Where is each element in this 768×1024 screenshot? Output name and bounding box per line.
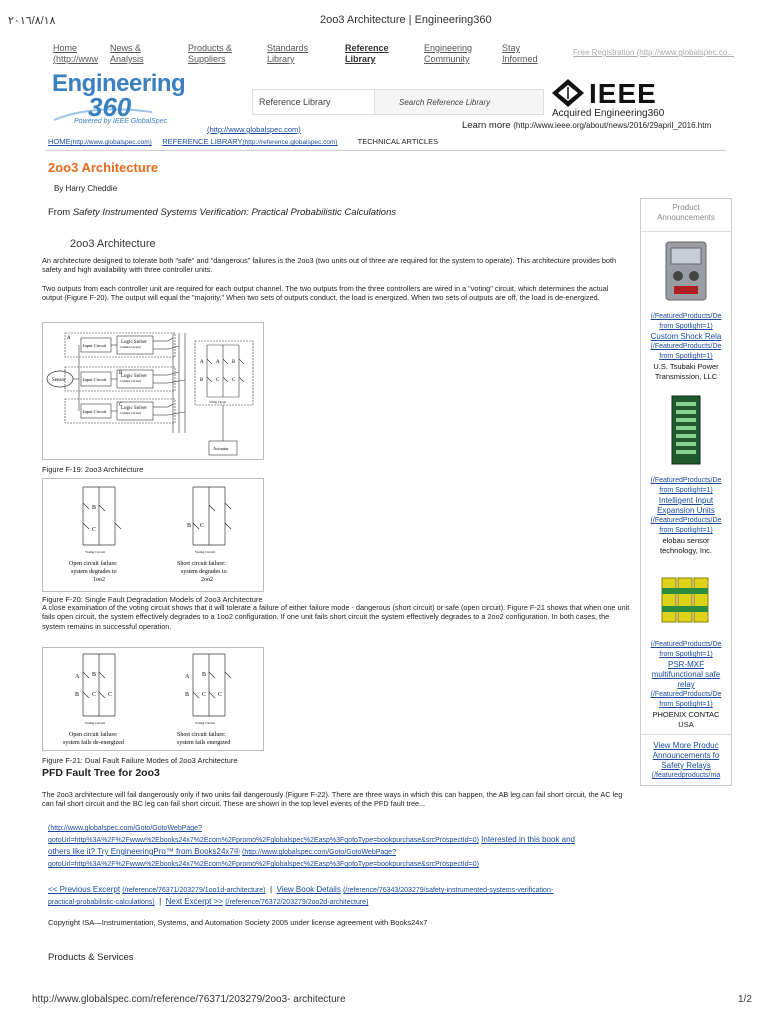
fig2-left-line3: 1oo2 (93, 577, 105, 583)
figure-f19-caption: Figure F-19: 2oo3 Architecture (42, 465, 144, 474)
sidebar-product-name-3[interactable]: relay (677, 680, 695, 689)
view-book-details-link[interactable]: View Book Details (276, 885, 341, 894)
print-page-number: 1/2 (738, 994, 752, 1005)
fig1-input-c: Input Circuit (83, 409, 107, 414)
print-date: ٢٠١٦/٨/١٨ (8, 15, 56, 27)
fig1-common-c: Common Circuitry (120, 412, 142, 415)
fig2-right-line1: Short circuit failure: (177, 561, 226, 567)
fig1-sensor-label: Sensor (52, 378, 66, 383)
view-more-link[interactable]: View More Produc (653, 741, 719, 750)
sidebar-featured-link[interactable]: (/FeaturedProducts/De (650, 313, 722, 320)
fig1-channel-c (65, 399, 175, 423)
promo-url-2[interactable]: gotoUrl=http%3A%2F%2Fwww%2Ebooks24x7%2Ecom%2Fpromo%2Fglobalspec%2Easp%3FgotoType=bookpurchase&srcProspectId=0) (48, 837, 479, 844)
sidebar-featured-link[interactable]: (/FeaturedProducts/De (650, 641, 722, 648)
next-excerpt-link[interactable]: Next Excerpt >> (165, 897, 223, 906)
view-more-url[interactable]: (/featuredproducts/ma (651, 772, 721, 779)
view-book-details-url-2[interactable]: practical-probabilistic-calculations) (48, 899, 155, 906)
nav-stay-informed[interactable] (502, 43, 538, 65)
fig2-left-line2: system degrades to (71, 569, 117, 575)
breadcrumb (48, 137, 438, 146)
nav-community-label[interactable]: Engineering (424, 43, 473, 53)
product-announcements-sidebar (640, 198, 732, 786)
logo-word: Engineering (52, 70, 186, 97)
sidebar-product-name[interactable]: Intelligent Input (658, 496, 714, 505)
divider (46, 150, 726, 151)
fig1-actuator-label: Actuator (213, 446, 229, 451)
expansion-unit-product-image[interactable] (666, 394, 706, 466)
shock-relay-product-image[interactable] (662, 240, 710, 302)
ieee-learn-more[interactable] (462, 120, 711, 131)
fig2-left-b: B (92, 505, 97, 511)
fig1-common-b: Common Circuitry (120, 380, 142, 383)
sidebar-item-shock-relay (641, 232, 731, 386)
fig1-common-a: Common Circuitry (120, 346, 142, 349)
ieee-wordmark: IEEE (589, 78, 657, 109)
sidebar-company-2: Transmission, LLC (654, 372, 718, 381)
nav-community-label2[interactable]: Community (424, 54, 470, 64)
fig1-input-a: Input Circuit (83, 343, 107, 348)
fig1-output-switches (153, 333, 185, 433)
byline: By Harry Cheddie (54, 184, 118, 193)
sidebar-featured-link-4[interactable]: from Spotlight=1) (659, 527, 713, 534)
fig2-right-b: B (187, 523, 192, 529)
fig1-vote-c2: C (232, 378, 236, 383)
fig3-right-line2: system fails energized (177, 740, 231, 746)
figure-f20 (42, 478, 264, 592)
fig2-left-line1: Open circuit failure: (69, 561, 118, 567)
breadcrumb-ref-url[interactable]: (http://reference.globalspec.com) (242, 139, 338, 146)
fig1-vote-b1: B (232, 360, 236, 365)
fig3-left-c2: C (108, 692, 113, 698)
sidebar-featured-link-2[interactable]: from Spotlight=1) (659, 487, 713, 494)
sidebar-featured-link-2[interactable]: from Spotlight=1) (659, 323, 713, 330)
sidebar-featured-link-4[interactable]: from Spotlight=1) (659, 701, 713, 708)
fig1-logic-c: Logic Solver (121, 406, 147, 411)
fig3-right-c1: C (202, 692, 207, 698)
fig3-left-c1: C (92, 692, 97, 698)
learn-more-label[interactable]: Learn more (462, 120, 511, 131)
book-promo-links (48, 822, 638, 870)
sidebar-featured-link-3[interactable]: (/FeaturedProducts/De (650, 517, 722, 524)
nav-standards-label2[interactable]: Library (267, 54, 295, 64)
source-prefix: From (48, 207, 71, 218)
nav-stay-label2[interactable]: Informed (502, 54, 538, 64)
sidebar-company-2: technology, Inc. (660, 546, 712, 555)
previous-excerpt-url[interactable]: (/reference/76371/203279/1oo1d-architecture) (122, 887, 266, 894)
copyright-notice: Copyright ISA—Instrumentation, Systems, and Automation Society 2005 under license agreement with Books24x7 (48, 918, 428, 927)
fig1-letter-c: C (119, 403, 123, 408)
ieee-acquired-text: Acquired Engineering360 (552, 108, 665, 119)
nav-home-label[interactable]: Home (53, 43, 78, 53)
sidebar-product-name-2[interactable]: multifunctional safe (651, 670, 721, 679)
search-input[interactable]: Search Reference Library (399, 98, 491, 107)
fig1-letter-b: B (119, 371, 123, 376)
fig3-left-line1: Open circuit failure: (69, 732, 118, 738)
article-title: 2oo3 Architecture (48, 160, 159, 175)
nav-standards-label[interactable]: Standards (267, 43, 309, 53)
figure-f21 (42, 647, 264, 751)
sidebar-company: U.S. Tsubaki Power (653, 362, 719, 371)
previous-excerpt-link[interactable]: << Previous Excerpt (48, 885, 121, 894)
fig3-left-b2: B (75, 692, 80, 698)
fig1-logic-b: Logic Solver (121, 374, 147, 379)
nav-standards[interactable] (267, 43, 308, 65)
print-url: http://www.globalspec.com/reference/76371/203279/2oo3- architecture (32, 994, 346, 1005)
sidebar-featured-link[interactable]: (/FeaturedProducts/De (650, 477, 722, 484)
sidebar-company: elobau sensor (662, 536, 710, 545)
nav-products-label2[interactable]: Suppliers (188, 54, 226, 64)
sidebar-company-2: USA (678, 720, 694, 729)
nav-stay-label[interactable]: Stay (502, 43, 521, 53)
fig1-letter-a: A (67, 336, 71, 341)
nav-reference[interactable] (345, 43, 389, 65)
nav-news[interactable] (110, 43, 144, 65)
sidebar-product-name[interactable]: Custom Shock Rela (650, 332, 722, 341)
paragraph-voting: A close examination of the voting circuit shows that it will tolerate a failure of either failure mode - dangerous (short circuit) or safe (open circuit). Figure F-21 shows that when one unit fails open circuit, the system effectively degrades to a 1oo2 configuration. If one unit fails short circuit the system effectively degrades to a 2oo2 configuration. In both cases, the system remains in successful operation. (42, 603, 630, 631)
fig1-channel-a (65, 333, 175, 357)
fig3-left-line2: system fails de-energized (63, 740, 124, 746)
safety-relay-product-image[interactable] (658, 568, 714, 630)
promo-url-1[interactable]: (http://www.globalspec.com/Goto/GotoWebPage? (48, 825, 202, 832)
print-title: 2oo3 Architecture | Engineering360 (320, 14, 492, 26)
promo-url-3[interactable]: (http://www.globalspec.com/Goto/GotoWebPage? (242, 849, 396, 856)
breadcrumb-current: TECHNICAL ARTICLES (357, 137, 439, 146)
separator: | (156, 897, 164, 906)
fig2-right-voting: Voting Circuit (195, 550, 215, 554)
fig1-voting-label: Voting Circuit (209, 400, 227, 404)
fig3-left-a: A (75, 674, 80, 680)
fig2-left-c: C (92, 527, 97, 533)
search-scope-select[interactable]: Reference Library (253, 90, 375, 114)
products-services-heading: Products & Services (48, 952, 134, 963)
nav-reference-label2[interactable]: Library (345, 54, 376, 64)
breadcrumb-reference[interactable] (162, 137, 337, 146)
fig2-right-c: C (200, 523, 205, 529)
next-excerpt-url[interactable]: (/reference/76372/203279/2oo2d-architecture) (225, 899, 369, 906)
fig1-vote-a2: A (216, 360, 220, 365)
source-book-title: Safety Instrumented Systems Verification: Practical Probabilistic Calculations (72, 207, 397, 218)
promo-interested-link[interactable]: Interested in this book and (481, 835, 575, 844)
fig1-logic-a: Logic Solver (121, 340, 147, 345)
view-book-details-url[interactable]: (/reference/76343/203279/safety-instrumented-systems-verification- (343, 887, 554, 894)
breadcrumb-home[interactable] (48, 137, 152, 146)
fig3-right-c2: C (218, 692, 223, 698)
sidebar-item-expansion-units (641, 386, 731, 560)
figure-f21-diagram (43, 648, 265, 752)
nav-news-label2[interactable]: Analysis (110, 54, 144, 64)
breadcrumb-ref-label[interactable]: REFERENCE LIBRARY (162, 137, 243, 146)
fig3-right-a: A (185, 674, 190, 680)
search-bar (252, 89, 544, 115)
view-more-link-2[interactable]: Announcements fo (652, 751, 720, 760)
view-more-link-3[interactable]: Safety Relays (661, 761, 711, 770)
figure-f19 (42, 322, 264, 460)
promo-url-4[interactable]: gotoUrl=http%3A%2F%2Fwww%2Ebooks24x7%2Ecom%2Fpromo%2Fglobalspec%2Easp%3FgotoType=bookpurchase&srcProspectId=0) (48, 861, 479, 868)
fig3-right-voting: Voting Circuit (195, 721, 215, 725)
breadcrumb-home-label[interactable]: HOME (48, 137, 71, 146)
nav-news-label[interactable]: News & (110, 43, 142, 53)
paragraph-pfd: The 2oo3 architecture will fail dangerously only if two units fail dangerously (Figure F-22). There are three ways in which this can happen, the AB leg can fail short circuit, the AC leg can fail short circuit and the BC leg can fail short circuit. These are shown in the top level events of the PFD fault tree... (42, 790, 623, 809)
free-registration-link[interactable]: Free Registration (http://www.globalspec.co... (573, 48, 734, 57)
nav-products-label[interactable]: Products & (188, 43, 233, 53)
fig3-right-b1: B (202, 672, 207, 678)
fig2-left-voting: Voting Circuit (85, 550, 105, 554)
section-title: 2oo3 Architecture (70, 238, 156, 250)
fig1-vote-b2: B (200, 378, 204, 383)
nav-community[interactable] (424, 43, 472, 65)
sidebar-product-name[interactable]: PSR-MXF (668, 660, 704, 669)
figure-f20-caption: Figure F-20: Single Fault Degradation Models of 2oo3 Architecture (42, 595, 263, 604)
figure-f19-diagram (43, 323, 265, 461)
sidebar-product-name-2[interactable]: Expansion Units (657, 506, 715, 515)
source-line (48, 207, 396, 218)
fig1-vote-c1: C (216, 378, 220, 383)
logo-url-link[interactable]: (http://www.globalspec.com) (207, 125, 301, 134)
pfd-section-title: PFD Fault Tree for 2oo3 (42, 767, 160, 779)
fig3-right-b2: B (185, 692, 190, 698)
breadcrumb-home-url[interactable]: (http://www.globalspec.com) (70, 139, 152, 146)
learn-more-url[interactable]: (http://www.ieee.org/about/news/2016/29april_2016.htm (513, 121, 712, 130)
fig2-right-line3: 2oo2 (201, 577, 213, 583)
sidebar-featured-link-2[interactable]: from Spotlight=1) (659, 651, 713, 658)
promo-try-link[interactable]: others like it? Try EngineeringPro™ from Books24x7® (48, 847, 240, 856)
logo-number: 360 (88, 92, 132, 122)
sidebar-featured-link-4[interactable]: from Spotlight=1) (659, 353, 713, 360)
sidebar-item-safety-relay (641, 560, 731, 734)
logo-powered-by: Powered by IEEE GlobalSpec (74, 118, 167, 125)
fig1-vote-a1: A (200, 360, 204, 365)
paragraph-outputs: Two outputs from each controller unit are required for each output channel. The two outputs from the three controllers are wired in a "voting" circuit, which determines the actual output (Figure F-20). The output will equal the "majority." When two sets of outputs conduct, the load is energized. When two sets of outputs are off, the load is de-energized. (42, 284, 609, 303)
fig3-left-voting: Voting Circuit (85, 721, 105, 725)
fig1-channel-b (65, 367, 175, 391)
separator: | (267, 885, 275, 894)
sidebar-featured-link-3[interactable]: (/FeaturedProducts/De (650, 343, 722, 350)
fig1-voting-circuit (195, 341, 253, 405)
paragraph-intro: An architecture designed to tolerate both "safe" and "dangerous" failures is the 2oo3 (two units out of three are required for the system to operate). This architecture provides both safety and high availability with three controller units. (42, 256, 617, 275)
excerpt-navigation (48, 884, 638, 908)
engineering360-logo[interactable] (52, 70, 192, 132)
fig2-right-line2: system degrades to (181, 569, 227, 575)
ieee-diamond-icon (551, 78, 585, 108)
fig3-right-line1: Short circuit failure: (177, 732, 226, 738)
nav-home[interactable] (53, 43, 98, 65)
sidebar-featured-link-3[interactable]: (/FeaturedProducts/De (650, 691, 722, 698)
sidebar-view-more[interactable] (641, 734, 731, 785)
nav-reference-label[interactable]: Reference (345, 43, 389, 53)
sidebar-company: PHOENIX CONTAC (652, 710, 720, 719)
nav-home-url[interactable]: (http://www (53, 54, 99, 64)
nav-products[interactable] (188, 43, 232, 65)
figure-f20-diagram (43, 479, 265, 593)
sidebar-heading: Product Announcements (641, 199, 731, 232)
fig1-input-b: Input Circuit (83, 377, 107, 382)
figure-f21-caption: Figure F-21: Dual Fault Failure Modes of 2oo3 Architecture (42, 756, 238, 765)
fig3-left-b1: B (92, 672, 97, 678)
